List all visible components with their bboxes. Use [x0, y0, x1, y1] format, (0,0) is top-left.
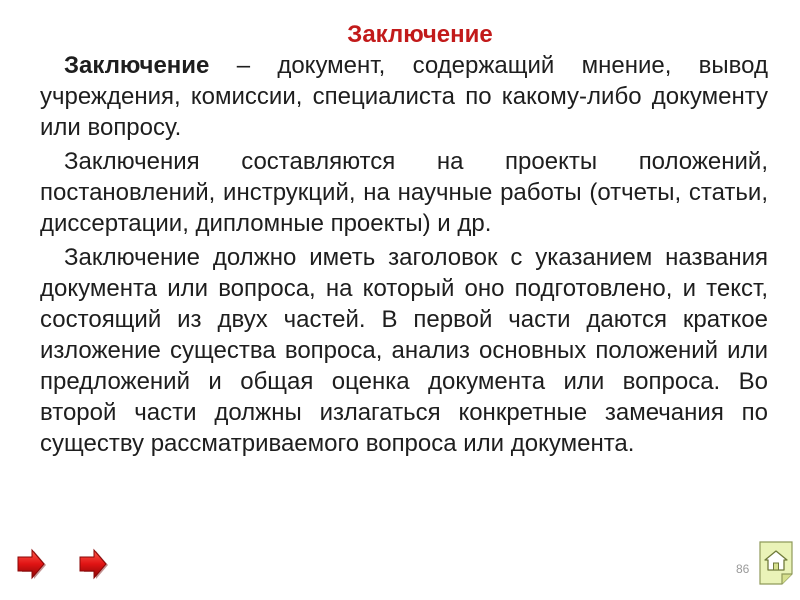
definition-text: – документ, содержащий мнение, вывод учреждения, комиссии, специалиста по какому-либо документу или вопросу. [40, 52, 768, 141]
forward-arrow-button[interactable] [78, 548, 110, 582]
paragraph-usage: Заключения составляются на проекты положений, постановлений, инструкций, на научные работы (отчеты, статьи, диссертации, дипломные проекты) и др. [40, 148, 768, 237]
page-number: 86 [736, 562, 750, 576]
home-page-icon [756, 540, 796, 586]
back-arrow-button[interactable] [16, 548, 48, 582]
paragraph-structure: Заключение должно иметь заголовок с указанием названия документа или вопроса, на который оно подготовлено, и текст, состоящий из двух частей. В первой части даются краткое изложение существа вопроса, анализ основных положений или предложений и общая оценка документа или вопроса. Во второй части должны излагаться конкретные замечания по существу рассматриваемого вопроса или документа. [40, 244, 768, 457]
slide-title: Заключение [347, 21, 493, 48]
red-arrow-right-icon [78, 548, 110, 582]
slide-body [40, 50, 768, 462]
term-bold: Заключение [64, 52, 210, 79]
red-arrow-right-icon [16, 548, 48, 582]
home-button[interactable] [756, 540, 796, 586]
paragraph-definition [40, 50, 768, 143]
